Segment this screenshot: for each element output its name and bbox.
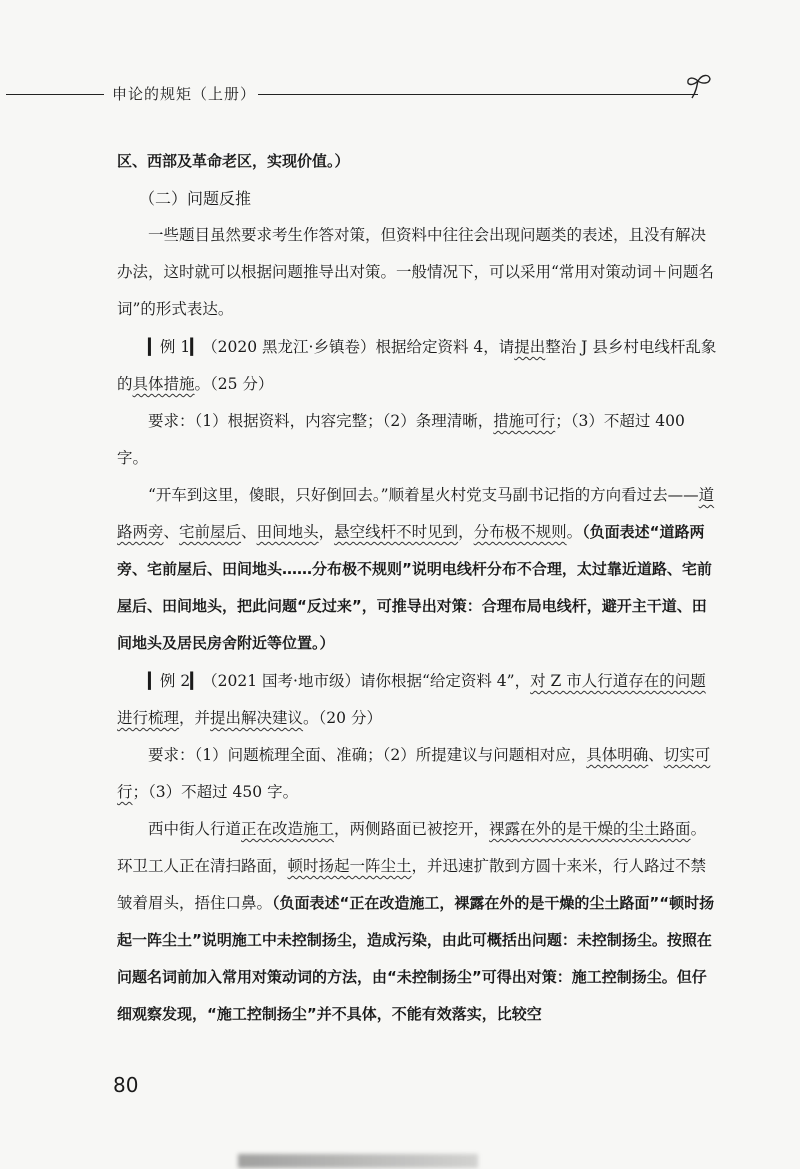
keyword-underline: 具体明确 bbox=[586, 746, 649, 764]
example-label-bracket: ▎ bbox=[148, 337, 160, 356]
keyword-underline: 裸露在外的是干燥的尘土路面 bbox=[489, 820, 691, 838]
example-2-requirements bbox=[117, 737, 717, 811]
text-run: ， bbox=[458, 523, 474, 541]
text-run: 。（20 分） bbox=[303, 709, 382, 727]
text-run: ；（3）不超过 400 字。 bbox=[117, 412, 685, 467]
keyword-underline: 分布极不规则 bbox=[473, 523, 567, 541]
paragraph-continuation: 区、西部及革命老区，实现价值。） bbox=[117, 152, 350, 170]
keyword-underline: 田间地头 bbox=[256, 523, 319, 541]
text-run: 。 bbox=[566, 523, 583, 541]
keyword-underline: 对 Z 市人行道存在的问题进行梳理 bbox=[117, 672, 706, 727]
text-run: 要求：（1）问题梳理全面、准确；（2）所提建议与问题相对应， bbox=[148, 746, 587, 764]
scan-smudge bbox=[238, 1154, 478, 1168]
keyword-underline: 措施可行 bbox=[493, 412, 556, 430]
book-title: 申论的规矩（上册） bbox=[112, 85, 257, 103]
keyword-underline: 道路两旁 bbox=[117, 486, 715, 541]
section-heading: （二）问题反推 bbox=[139, 189, 252, 208]
page-number: 80 bbox=[113, 1073, 139, 1097]
text-run: 。（25 分） bbox=[194, 375, 274, 393]
text-run: ， bbox=[318, 523, 335, 541]
keyword-underline: 提出解决建议 bbox=[210, 709, 304, 727]
example-label-bracket: ▎ bbox=[190, 337, 203, 356]
keyword-underline: 悬空线杆不时见到 bbox=[334, 523, 459, 541]
text-run: 整治 J 县乡村电线杆乱象的 bbox=[117, 338, 717, 393]
text-run: （2021 国考·地市级）请你根据“给定资料 4”， bbox=[202, 672, 531, 690]
text-run: ，并迅速扩散到方圆十来米，行人路过不禁皱着眉头，捂住口鼻。 bbox=[117, 857, 707, 912]
intro-paragraph: 一些题目虽然要求考生作答对策，但资料中往往会出现问题类的表述，且没有解决办法，这时就可以根据问题推导出对策。一般情况下，可以采用“常用对策动词＋问题名词”的形式表达。 bbox=[117, 226, 714, 318]
example-2-material bbox=[117, 811, 717, 1033]
text-run: ，并 bbox=[179, 709, 211, 727]
example-1-question bbox=[117, 328, 717, 403]
example-2-label: 例 2 bbox=[159, 672, 191, 690]
text-run: 、 bbox=[241, 523, 257, 541]
keyword-underline: 切实可行 bbox=[117, 746, 711, 801]
analysis-note: （负面表述“道路两旁、宅前屋后、田间地头……分布极不规则”说明电线杆分布不合理，太过靠近道路、宅前屋后、田间地头，把此问题“反过来”，可推导出对策：合理布局电线杆，避开主干道、田间地头及居民房舍附近等位置。） bbox=[117, 523, 712, 652]
text-run: 。环卫工人正在清扫路面， bbox=[117, 820, 707, 875]
sprout-icon bbox=[684, 72, 714, 102]
keyword-underline: 顿时扬起一阵尘土 bbox=[287, 857, 412, 875]
running-header bbox=[0, 78, 800, 108]
example-1-label: 例 1 bbox=[159, 338, 191, 356]
text-run: ；（3）不超过 450 字。 bbox=[132, 783, 299, 801]
header-rule-left bbox=[6, 94, 104, 95]
text-run: 要求：（1）根据资料，内容完整；（2）条理清晰， bbox=[148, 412, 494, 430]
keyword-underline: 提出 bbox=[514, 338, 546, 356]
keyword-underline: 具体措施 bbox=[132, 375, 195, 393]
example-2-question bbox=[117, 662, 717, 737]
analysis-note: （负面表述“正在改造施工，裸露在外的是干燥的尘土路面”“顿时扬起一阵尘土”说明施工中未控制扬尘，造成污染，由此可概括出问题：未控制扬尘。按照在问题名词前加入常用对策动词的方法，由“未控制扬尘”可得出对策：施工控制扬尘。但仔细观察发现，“施工控制扬尘”并不具体，不能有效落实，比较空 bbox=[117, 894, 715, 1023]
keyword-underline: 正在改造施工 bbox=[241, 820, 335, 838]
example-label-bracket: ▎ bbox=[148, 671, 160, 690]
example-label-bracket: ▎ bbox=[190, 671, 203, 690]
text-run: 、 bbox=[648, 746, 664, 764]
page-body bbox=[117, 143, 717, 1033]
keyword-underline: 宅前屋后 bbox=[179, 523, 242, 541]
example-1-requirements bbox=[117, 403, 717, 477]
text-run: （2020 黑龙江·乡镇卷）根据给定资料 4，请 bbox=[202, 338, 515, 356]
example-1-material bbox=[117, 477, 717, 662]
text-run: ，两侧路面已被挖开， bbox=[334, 820, 490, 838]
text-run: “开车到这里，傻眼，只好倒回去。”顺着星火村党支马副书记指的方向看过去—— bbox=[148, 486, 699, 504]
header-rule-right bbox=[258, 94, 698, 95]
text-run: 、 bbox=[163, 523, 180, 541]
text-run: 西中街人行道 bbox=[148, 820, 242, 838]
